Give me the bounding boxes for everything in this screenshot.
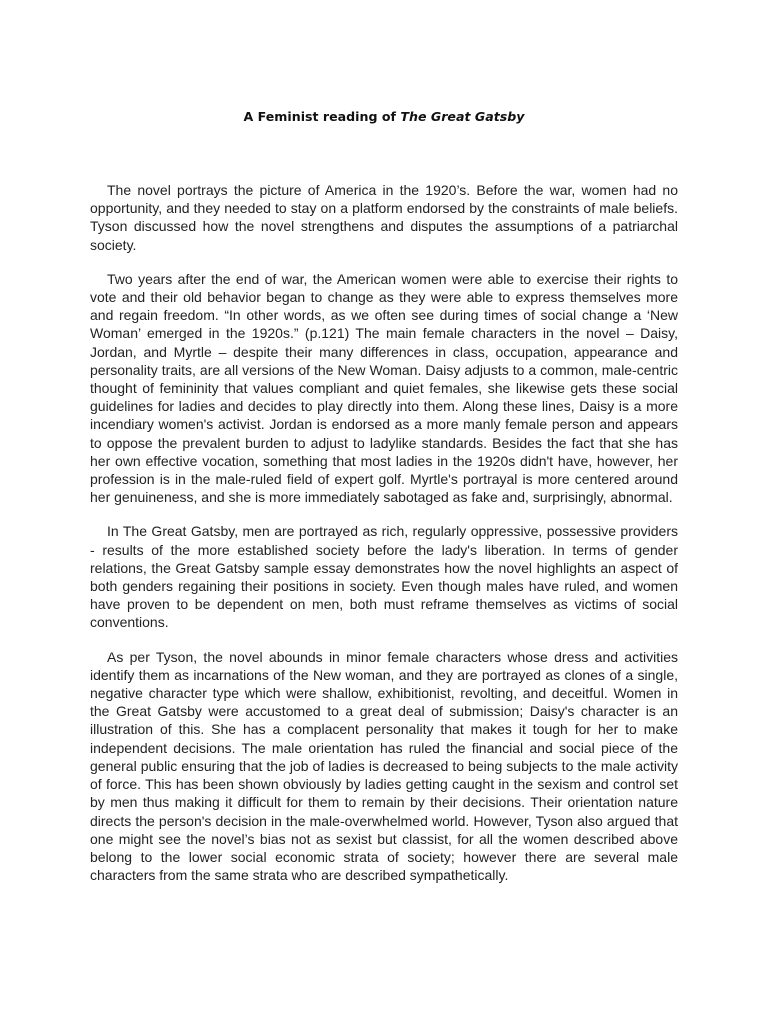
title-prefix: A Feminist reading of: [243, 109, 401, 124]
paragraph-4: As per Tyson, the novel abounds in minor female characters whose dress and activities identify them as incarnations of the New woman, and they are portrayed as clones of a single, negative character type which were shallow, exhibitionist, revolting, and deceitful. Women in the Great Gatsby were accustomed to a great deal of submission; Daisy's character is an illustration of this. She has a complacent personality that makes it tough for her to make independent decisions. The male orientation has ruled the financial and social piece of the general public ensuring that the job of ladies is decreased to being subjects to the male activity of force. This has been shown obviously by ladies getting caught in the sexism and control set by men thus making it difficult for them to remain by their decisions. Their orientation nature directs the person's decision in the male-overwhelmed world. However, Tyson also argued that one might see the novel’s bias not as sexist but classist, for all the women described above belong to the lower social economic strata of society; however there are several male characters from the same strata who are described sympathetically.: [90, 648, 678, 884]
paragraph-3: In The Great Gatsby, men are portrayed as rich, regularly oppressive, possessive providers - results of the more established society before the lady's liberation. In terms of gender relations, the Great Gatsby sample essay demonstrates how the novel highlights an aspect of both genders regaining their positions in society. Even though males have ruled, and women have proven to be dependent on men, both must reframe themselves as victims of social conventions.: [90, 523, 678, 631]
paragraph-1: The novel portrays the picture of America in the 1920’s. Before the war, women had no opportunity, and they needed to stay on a platform endorsed by the constraints of male beliefs. Tyson discussed how the novel strengthens and disputes the assumptions of a patriarchal society.: [90, 182, 678, 253]
document-title: [0, 109, 768, 124]
title-book-name: The Great Gatsby: [400, 109, 525, 124]
document-body: [90, 181, 678, 900]
paragraph-2: Two years after the end of war, the American women were able to exercise their rights to vote and their old behavior began to change as they were able to express themselves more and regain freedom. “In other words, as we often see during times of social change a ‘New Woman’ emerged in the 1920s.” (p.121) The main female characters in the novel – Daisy, Jordan, and Myrtle – despite their many differences in class, occupation, appearance and personality traits, are all versions of the New Woman. Daisy adjusts to a common, male-centric thought of femininity that values compliant and quiet females, she likewise gets these social guidelines for ladies and decides to play directly into them. Along these lines, Daisy is a more incendiary women's activist. Jordan is endorsed as a more manly female person and appears to oppose the prevalent burden to adjust to ladylike standards. Besides the fact that she has her own effective vocation, something that most ladies in the 1920s didn't have, however, her profession is in the male-ruled field of expert golf. Myrtle's portrayal is more centered around her genuineness, and she is more immediately sabotaged as fake and, surprisingly, abnormal.: [90, 270, 678, 506]
